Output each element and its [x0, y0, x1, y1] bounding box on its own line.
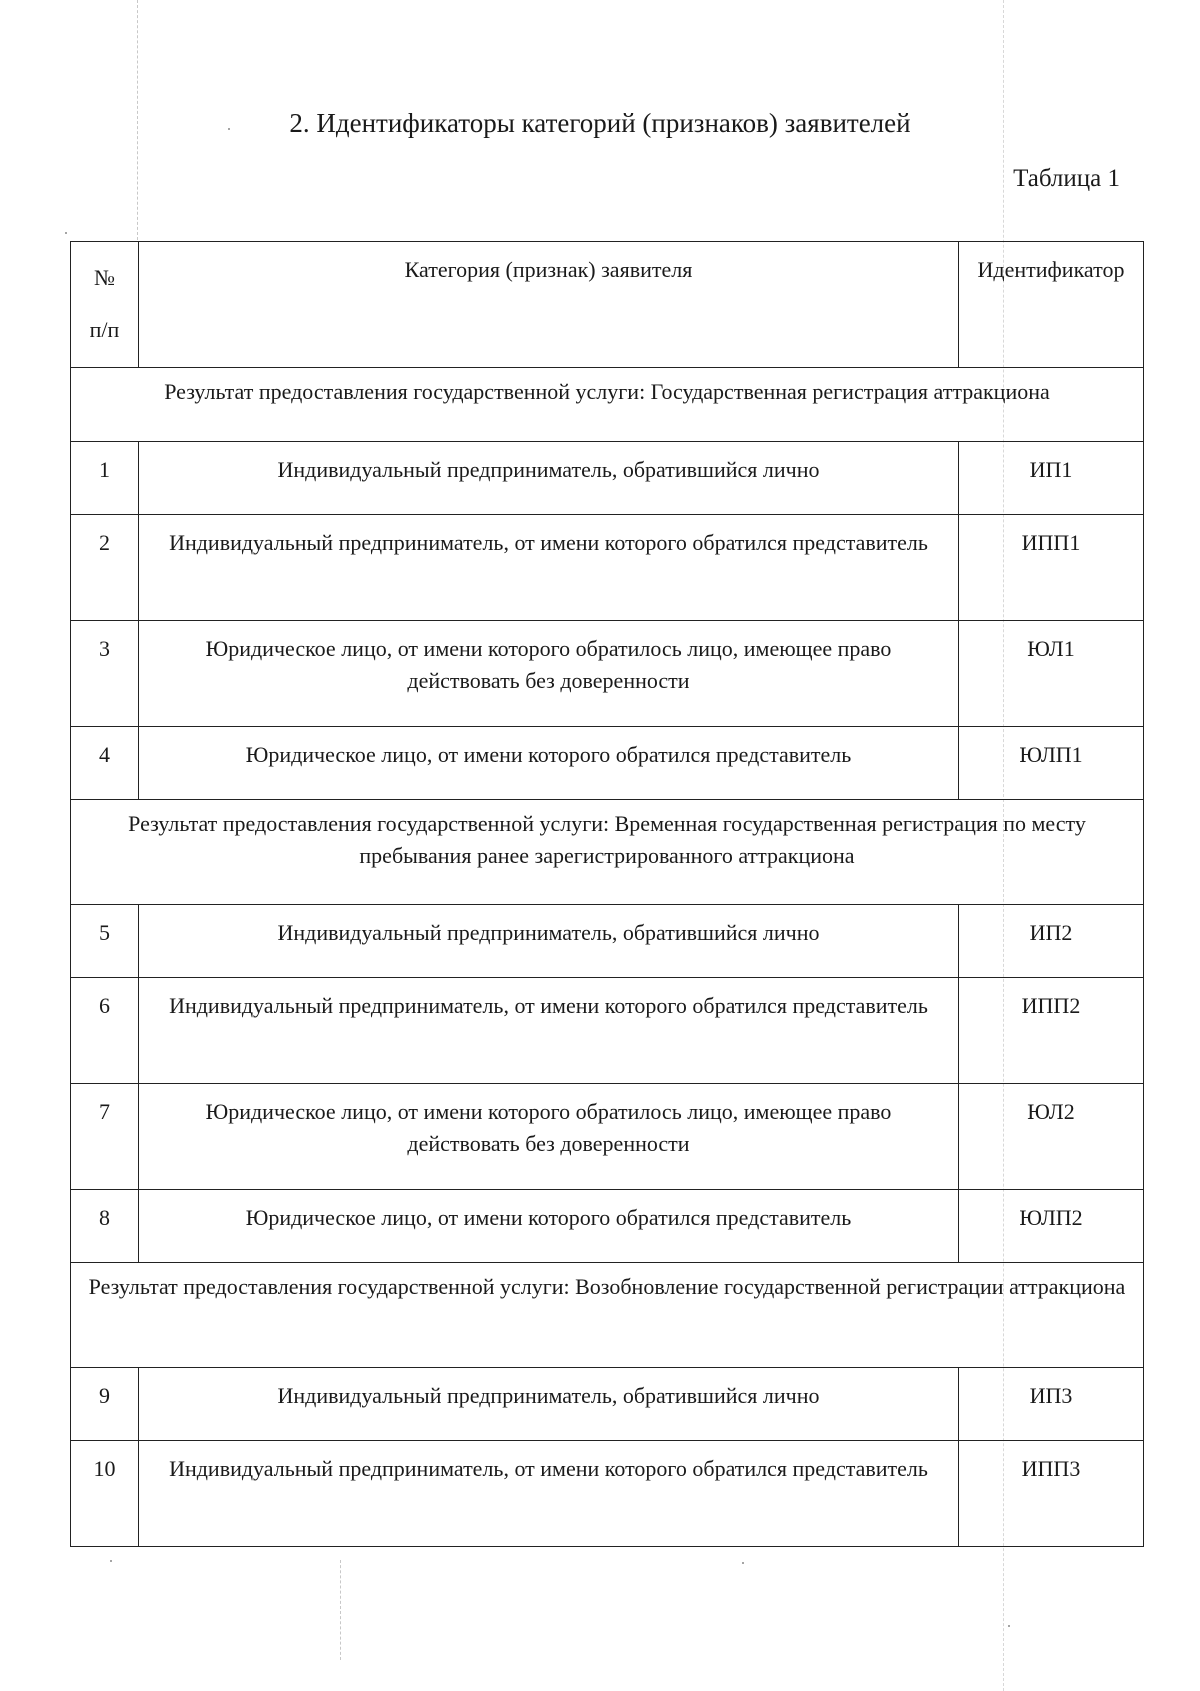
- table-header-row: [71, 242, 1144, 368]
- row-category: Индивидуальный предприниматель, от имени которого обратился представитель: [139, 515, 959, 621]
- row-identifier: ЮЛ1: [959, 621, 1144, 727]
- scan-artifact-dot: [65, 232, 67, 234]
- row-identifier: ЮЛ2: [959, 1084, 1144, 1190]
- row-category: Юридическое лицо, от имени которого обратилось лицо, имеющее право действовать без доверенности: [139, 621, 959, 727]
- table-row: [71, 1190, 1144, 1263]
- header-category-cell: Категория (признак) заявителя: [139, 242, 959, 368]
- row-category: Индивидуальный предприниматель, обратившийся лично: [139, 442, 959, 515]
- identifiers-table: [70, 241, 1144, 1547]
- row-identifier: ИПП3: [959, 1441, 1144, 1547]
- table-row: [71, 978, 1144, 1084]
- row-number: 6: [71, 978, 139, 1084]
- row-identifier: ЮЛП1: [959, 727, 1144, 800]
- table-row: [71, 621, 1144, 727]
- row-category: Индивидуальный предприниматель, от имени которого обратился представитель: [139, 978, 959, 1084]
- row-identifier: ЮЛП2: [959, 1190, 1144, 1263]
- row-category: Юридическое лицо, от имени которого обратилось лицо, имеющее право действовать без доверенности: [139, 1084, 959, 1190]
- scan-artifact-dot: [110, 1560, 112, 1562]
- row-number: 8: [71, 1190, 139, 1263]
- table-row: [71, 515, 1144, 621]
- scan-artifact-line: [340, 1560, 341, 1660]
- row-identifier: ИП3: [959, 1368, 1144, 1441]
- table-row: [71, 1368, 1144, 1441]
- table-label: Таблица 1: [1013, 165, 1120, 192]
- row-category: Индивидуальный предприниматель, обратившийся лично: [139, 1368, 959, 1441]
- scan-artifact-dot: [1008, 1625, 1010, 1627]
- section-title: Результат предоставления государственной услуги: Государственная регистрация аттракциона: [71, 368, 1144, 442]
- page-heading: 2. Идентификаторы категорий (признаков) заявителей: [289, 108, 911, 138]
- row-identifier: ИПП2: [959, 978, 1144, 1084]
- header-num-cell: [71, 242, 139, 368]
- row-category: Юридическое лицо, от имени которого обратился представитель: [139, 727, 959, 800]
- row-category: Юридическое лицо, от имени которого обратился представитель: [139, 1190, 959, 1263]
- section-title: Результат предоставления государственной услуги: Временная государственная регистрация по месту пребывания ранее зарегистрированного аттракциона: [71, 800, 1144, 905]
- header-identifier-cell: Идентификатор: [959, 242, 1144, 368]
- row-category: Индивидуальный предприниматель, обратившийся лично: [139, 905, 959, 978]
- section-row: [71, 800, 1144, 905]
- scan-artifact-dot: [742, 1562, 744, 1564]
- row-number: 4: [71, 727, 139, 800]
- table-row: [71, 1084, 1144, 1190]
- row-number: 7: [71, 1084, 139, 1190]
- row-identifier: ИПП1: [959, 515, 1144, 621]
- table-row: [71, 1441, 1144, 1547]
- row-identifier: ИП1: [959, 442, 1144, 515]
- row-number: 5: [71, 905, 139, 978]
- row-number: 9: [71, 1368, 139, 1441]
- header-num-symbol: №: [94, 265, 115, 290]
- table-row: [71, 905, 1144, 978]
- section-row: [71, 1263, 1144, 1368]
- header-num-abbr: п/п: [89, 317, 120, 342]
- section-row: [71, 368, 1144, 442]
- row-identifier: ИП2: [959, 905, 1144, 978]
- row-number: 1: [71, 442, 139, 515]
- table-row: [71, 442, 1144, 515]
- section-title: Результат предоставления государственной услуги: Возобновление государственной регистрации аттракциона: [71, 1263, 1144, 1368]
- row-number: 3: [71, 621, 139, 727]
- table-row: [71, 727, 1144, 800]
- row-number: 2: [71, 515, 139, 621]
- row-number: 10: [71, 1441, 139, 1547]
- row-category: Индивидуальный предприниматель, от имени которого обратился представитель: [139, 1441, 959, 1547]
